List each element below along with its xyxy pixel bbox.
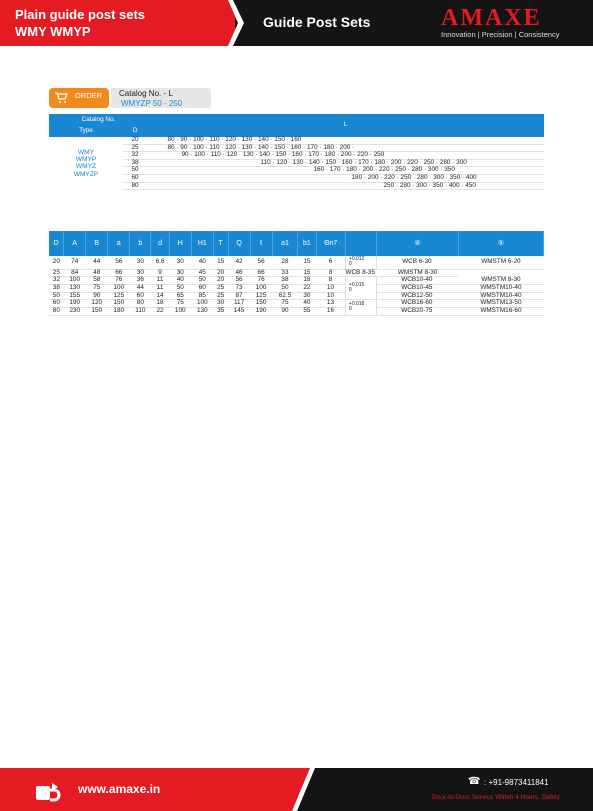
- table-cell: 30: [169, 269, 191, 277]
- column-header: B: [86, 231, 108, 256]
- table-cell: 85: [191, 292, 213, 300]
- column-header: b: [130, 231, 151, 256]
- table-cell: 100: [169, 307, 191, 315]
- tolerance-lower: 0: [348, 261, 352, 268]
- table-cell: 20: [49, 256, 64, 269]
- table-cell: 58: [86, 277, 108, 285]
- footer-slogan: Door-to-Door Service Within 4 Hours, Safety: [432, 794, 560, 801]
- table-cell: 125: [108, 292, 130, 300]
- table-cell: 50: [169, 284, 191, 292]
- table-cell: WCB 6-30: [377, 256, 458, 269]
- order-label: ORDER: [75, 91, 103, 100]
- table-cell: 30: [169, 256, 191, 269]
- table-cell: 13: [316, 300, 345, 308]
- type-list: [50, 137, 123, 190]
- table-cell: 38: [49, 284, 64, 292]
- table-cell: WMSTM13-50: [458, 300, 543, 308]
- dimension-rows: [49, 256, 544, 315]
- column-header: D: [49, 231, 64, 256]
- table-cell: 75: [169, 300, 191, 308]
- table-cell: WCB20-75: [377, 307, 458, 315]
- catalog-example: WMYZP 50 - 250: [121, 99, 183, 108]
- column-header: ④: [377, 231, 458, 256]
- column-header: d: [151, 231, 169, 256]
- table-cell: 14: [151, 292, 169, 300]
- column-header: T: [213, 231, 228, 256]
- table-cell: 15: [213, 256, 228, 269]
- column-header: ℓ: [250, 231, 272, 256]
- table-cell: WCB12-50: [377, 292, 458, 300]
- table-cell: 30: [213, 300, 228, 308]
- table-cell: 66: [108, 269, 130, 277]
- table-cell: 30: [298, 292, 316, 300]
- length-list-cell: 80 · 90 · 100 · 110 · 120 · 130 · 140 · 150 · 160: [148, 137, 544, 145]
- table-cell: 50: [272, 284, 298, 292]
- column-header: a: [108, 231, 130, 256]
- diameter-cell: 60: [123, 174, 148, 182]
- table-cell: 11: [151, 277, 169, 285]
- product-title: Plain guide post sets: [15, 7, 146, 22]
- catalog-length-table: [49, 114, 544, 190]
- table-cell: 110: [130, 307, 151, 315]
- table-row: [49, 256, 544, 269]
- table-cell: 80: [130, 300, 151, 308]
- table-cell: 117: [228, 300, 250, 308]
- table-cell: 56: [228, 277, 250, 285]
- table-cell: 180: [108, 307, 130, 315]
- table-cell: 30: [130, 269, 151, 277]
- table-cell: WCB10-45: [377, 284, 458, 292]
- catalog-row: [50, 137, 544, 145]
- table-cell: 66: [250, 269, 272, 277]
- table-cell: 8: [316, 269, 345, 277]
- diameter-cell: 25: [123, 144, 148, 152]
- type-name: WMY: [77, 148, 95, 156]
- diameter-cell: 32: [123, 152, 148, 160]
- table-cell: 6.6: [151, 256, 169, 269]
- tolerance-cell: [345, 277, 376, 300]
- length-list-cell: 250 · 280 · 300 · 350 · 400 · 450: [148, 182, 544, 190]
- table-cell: 18: [298, 277, 316, 285]
- dimension-header-row: [49, 231, 544, 256]
- length-list-cell: 180 · 200 · 220 · 250 · 280 · 300 · 350 · 400: [148, 174, 544, 182]
- table-cell: 40: [298, 300, 316, 308]
- diameter-cell: 38: [123, 159, 148, 167]
- column-header: b1: [298, 231, 316, 256]
- table-cell: 100: [191, 300, 213, 308]
- table-cell: 25: [213, 284, 228, 292]
- table-row: [49, 269, 544, 277]
- length-list-cell: 80 · 90 · 100 · 110 · 120 · 130 · 140 · 150 · 160 · 170 · 180 · 200 ·: [148, 144, 544, 152]
- table-cell: 155: [64, 292, 86, 300]
- table-cell: 80: [49, 307, 64, 315]
- table-cell: 100: [64, 277, 86, 285]
- table-cell: 60: [49, 300, 64, 308]
- length-list-cell: 110 · 120 · 130 · 140 · 150 · 160 · 170 · 180 · 200 · 220 · 250 · 280 · 300: [148, 159, 544, 167]
- table-cell: 25: [213, 292, 228, 300]
- table-cell: WMSTM 6-20: [458, 256, 543, 269]
- table-cell: 55: [298, 307, 316, 315]
- table-cell: 87: [228, 292, 250, 300]
- table-cell: 16: [316, 307, 345, 315]
- table-cell: 38: [272, 277, 298, 285]
- table-cell: 65: [169, 292, 191, 300]
- column-header: A: [64, 231, 86, 256]
- table-cell: 33: [272, 269, 298, 277]
- table-cell: WMSTM 8-30: [377, 269, 458, 277]
- length-list-cell: 160 · 170 · 180 · 200 · 220 · 250 · 280 · 300 · 350: [148, 167, 544, 175]
- table-cell: 56: [108, 256, 130, 269]
- table-cell: 42: [228, 256, 250, 269]
- table-cell: 28: [272, 256, 298, 269]
- table-cell: 56: [250, 256, 272, 269]
- table-cell: 20: [213, 269, 228, 277]
- table-cell: 30: [130, 256, 151, 269]
- table-cell: 22: [298, 284, 316, 292]
- table-cell: WCB 8-35: [345, 268, 375, 276]
- table-cell: 46: [228, 269, 250, 277]
- table-cell: WMSTM 8-30: [458, 277, 543, 285]
- table-cell: 120: [86, 300, 108, 308]
- table-cell: WMSTM10-40: [458, 284, 543, 292]
- section-title: Guide Post Sets: [263, 14, 371, 30]
- diameter-cell: 20: [123, 137, 148, 145]
- table-cell: 45: [191, 269, 213, 277]
- page-footer: [0, 768, 593, 811]
- table-cell: WCB16-60: [377, 300, 458, 308]
- column-header: Θn7: [316, 231, 345, 256]
- table-cell: 11: [151, 284, 169, 292]
- tolerance-lower: 0: [348, 306, 352, 313]
- table-cell: WCB10-40: [377, 277, 458, 285]
- table-cell: 44: [130, 284, 151, 292]
- table-cell: 230: [64, 307, 86, 315]
- tolerance-upper: +0.012: [348, 256, 365, 263]
- table-cell: 22: [151, 307, 169, 315]
- table-cell: 190: [64, 300, 86, 308]
- table-cell: WMSTM16-60: [458, 307, 543, 315]
- table-row: [49, 307, 544, 315]
- table-cell: 50: [191, 277, 213, 285]
- table-cell: 8: [316, 277, 345, 285]
- table-cell: WMSTM10-40: [458, 292, 543, 300]
- column-header: H1: [191, 231, 213, 256]
- table-cell: 130: [64, 284, 86, 292]
- table-cell: 76: [250, 277, 272, 285]
- table-cell: 73: [228, 284, 250, 292]
- tolerance-lower: 0: [348, 287, 352, 294]
- catalog-length-rows: [50, 137, 544, 190]
- dimension-table: [49, 231, 544, 316]
- table-cell: 190: [250, 307, 272, 315]
- header-type: Type: [50, 126, 123, 137]
- table-cell: 44: [86, 256, 108, 269]
- type-name: WMYZ: [75, 163, 97, 171]
- table-cell: 125: [250, 292, 272, 300]
- table-cell: 40: [169, 277, 191, 285]
- table-cell: 75: [272, 300, 298, 308]
- column-header: a1: [272, 231, 298, 256]
- brand-logo: AMAXE: [441, 5, 542, 31]
- length-list-cell: 90 · 100 · 110 · 120 · 130 · 140 · 150 · 160 · 170 · 180 · 200 · 220 · 250: [148, 152, 544, 160]
- column-header: Q: [228, 231, 250, 256]
- type-name: WMYZP: [73, 170, 99, 178]
- tolerance-cell: [345, 256, 376, 269]
- table-cell: 32: [49, 277, 64, 285]
- brand-tagline: Innovation | Precision | Consistency: [441, 30, 560, 39]
- table-cell: 100: [250, 284, 272, 292]
- table-cell: 90: [86, 292, 108, 300]
- phone-number[interactable]: : +91-9873411841: [484, 778, 549, 787]
- table-cell: 84: [64, 269, 86, 277]
- table-cell: 36: [130, 277, 151, 285]
- table-cell: 150: [86, 307, 108, 315]
- page-header: [0, 0, 593, 46]
- table-cell: 62.5: [272, 292, 298, 300]
- product-codes: WMY WMYP: [15, 24, 91, 39]
- table-cell: 60: [130, 292, 151, 300]
- table-cell: 35: [213, 307, 228, 315]
- type-name: WMYP: [75, 156, 97, 164]
- table-row: [49, 284, 544, 292]
- website-link[interactable]: www.amaxe.in: [78, 782, 161, 796]
- link-icon: [34, 780, 64, 802]
- diameter-cell: 80: [123, 182, 148, 190]
- table-cell: 10: [316, 292, 345, 300]
- table-cell: 10: [316, 284, 345, 292]
- tolerance-cell: [345, 300, 376, 315]
- table-cell: 130: [191, 307, 213, 315]
- table-cell: 150: [108, 300, 130, 308]
- diameter-cell: 50: [123, 167, 148, 175]
- table-cell: 25: [49, 269, 64, 277]
- table-cell: 90: [272, 307, 298, 315]
- table-cell: 15: [298, 256, 316, 269]
- header-d: D: [123, 126, 148, 137]
- table-cell: 150: [250, 300, 272, 308]
- table-cell: 18: [151, 300, 169, 308]
- table-cell: 40: [191, 256, 213, 269]
- table-cell: 50: [49, 292, 64, 300]
- catalog-row: [50, 159, 544, 167]
- table-cell: 60: [191, 284, 213, 292]
- table-cell: 6: [316, 256, 345, 269]
- catalog-format: Catalog No. - L: [119, 89, 173, 98]
- table-cell: 75: [86, 284, 108, 292]
- catalog-row: [50, 182, 544, 190]
- tolerance-upper: +0.018: [348, 301, 365, 308]
- catalog-row: [50, 174, 544, 182]
- phone-icon: ☎: [468, 776, 481, 787]
- table-cell: 76: [108, 277, 130, 285]
- tolerance-header: [345, 231, 376, 256]
- table-cell: 145: [228, 307, 250, 315]
- tolerance-upper: +0.015: [348, 282, 365, 289]
- table-cell: 100: [108, 284, 130, 292]
- table-cell: 20: [213, 277, 228, 285]
- order-badge: [49, 88, 109, 108]
- cart-icon: [54, 92, 68, 104]
- table-cell: 9: [151, 269, 169, 277]
- header-l: L: [148, 115, 544, 137]
- column-header: ⑤: [458, 231, 543, 256]
- header-catalog-no: Catalog No.: [50, 115, 148, 126]
- column-header: H: [169, 231, 191, 256]
- table-cell: 15: [298, 269, 316, 277]
- table-cell: 74: [64, 256, 86, 269]
- table-cell: 48: [86, 269, 108, 277]
